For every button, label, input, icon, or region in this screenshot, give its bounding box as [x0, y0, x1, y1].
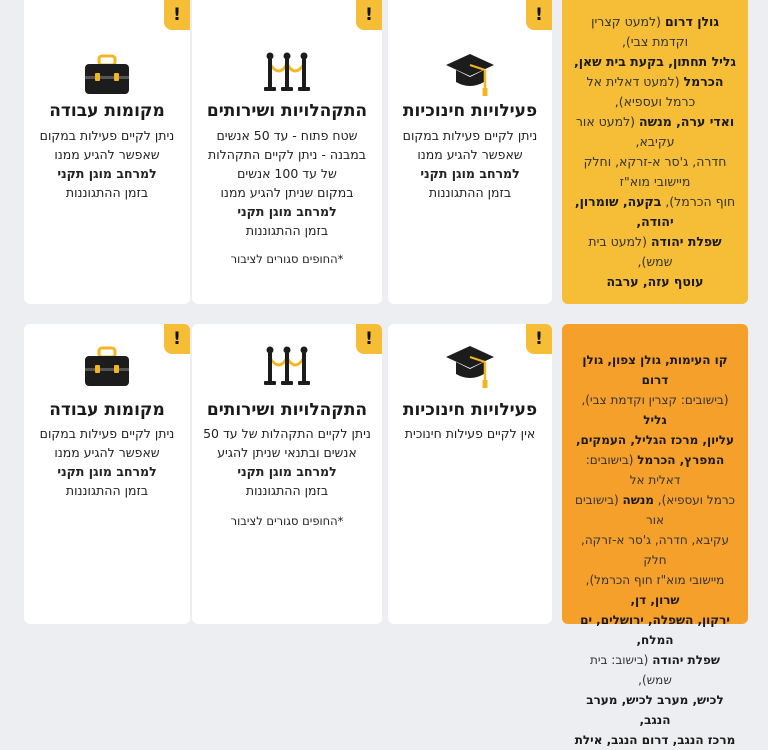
card-title: התקהלויות ושירותים [206, 400, 368, 420]
alert-badge-icon: ! [164, 324, 190, 354]
education-card [388, 0, 552, 304]
graduation-cap-icon [445, 52, 495, 98]
gatherings-card [192, 324, 382, 624]
region-text: קו העימות, גולן צפון, גולן דרום (בישובים: קצרין וקדמת צבי), גליל עליון, מרכז הגליל, העמקים, המפרץ, הכרמל (בישובים: דאלית אל כרמל ועספיא), מנשה (בישובים אור עקיבא, חדרה, ג'סר א-זרקה, חלק מיישובי מוא"ז חוף הכרמל), שרון, דן, ירקון, השפלה, ירושלים, ים המלח, שפלת יהודה (בישוב: בית שמש), לכיש, מערב לכיש, מערב הנגב, מרכז הנגב, דרום הנגב, אילת [574, 353, 736, 747]
card-title: מקומות עבודה [49, 400, 165, 420]
card-body: ניתן לקיים פעילות במקום שאפשר להגיע ממנו למרחב מוגן תקני בזמן ההתגוננות [39, 128, 175, 200]
stanchions-icon [262, 50, 312, 96]
card-body: שטח פתוח - עד 50 אנשים במבנה - ניתן לקיים התקהלות של עד 100 אנשים במקום שניתן להגיע ממנו למרחב מוגן תקני בזמן ההתגוננות [208, 128, 366, 238]
card-body: אין לקיים פעילות חינוכית [404, 426, 536, 441]
alert-badge-icon: ! [356, 324, 382, 354]
workplaces-card [24, 0, 190, 304]
workplaces-card [24, 324, 190, 624]
restrictions-row-2 [0, 324, 768, 747]
region-panel [562, 324, 748, 747]
region-panel [562, 0, 748, 304]
stanchions-icon [262, 344, 312, 390]
alert-badge-icon: ! [164, 0, 190, 30]
card-title: פעילויות חינוכיות [402, 101, 538, 121]
alert-badge-icon: ! [526, 324, 552, 354]
graduation-cap-icon [445, 344, 495, 390]
alert-badge-icon: ! [356, 0, 382, 30]
education-card [388, 324, 552, 624]
card-body: ניתן לקיים פעילות במקום שאפשר להגיע ממנו למרחב מוגן תקני בזמן ההתגוננות [39, 426, 175, 498]
card-title: מקומות עבודה [49, 101, 165, 121]
briefcase-icon [83, 54, 131, 96]
beaches-note: *החופים סגורים לציבור [230, 514, 344, 528]
region-text: גולן דרום (למעט קצרין וקדמת צבי), גליל תחתון, בקעת בית שאן, הכרמל (למעט דאלית אל כרמל ועספיא), ואדי ערה, מנשה (למעט אור עקיבא, חדרה, ג'סר א-זרקא, וחלק מיישובי מוא"ז חוף הכרמל), בקעה, שומרון, יהודה, שפלת יהודה (למעט בית שמש), עוטף עזה, ערבה [574, 14, 736, 289]
beaches-note: *החופים סגורים לציבור [230, 252, 344, 266]
card-title: התקהלויות ושירותים [206, 101, 368, 121]
gatherings-card [192, 0, 382, 304]
restrictions-row-1 [0, 0, 768, 304]
card-body: ניתן לקיים התקהלות של עד 50 אנשים ובתנאי שניתן להגיע למרחב מוגן תקני בזמן ההתגוננות [203, 426, 371, 498]
card-title: פעילויות חינוכיות [402, 400, 538, 420]
alert-badge-icon: ! [526, 0, 552, 30]
briefcase-icon [83, 346, 131, 388]
card-body: ניתן לקיים פעילות במקום שאפשר להגיע ממנו למרחב מוגן תקני בזמן ההתגוננות [402, 128, 538, 200]
